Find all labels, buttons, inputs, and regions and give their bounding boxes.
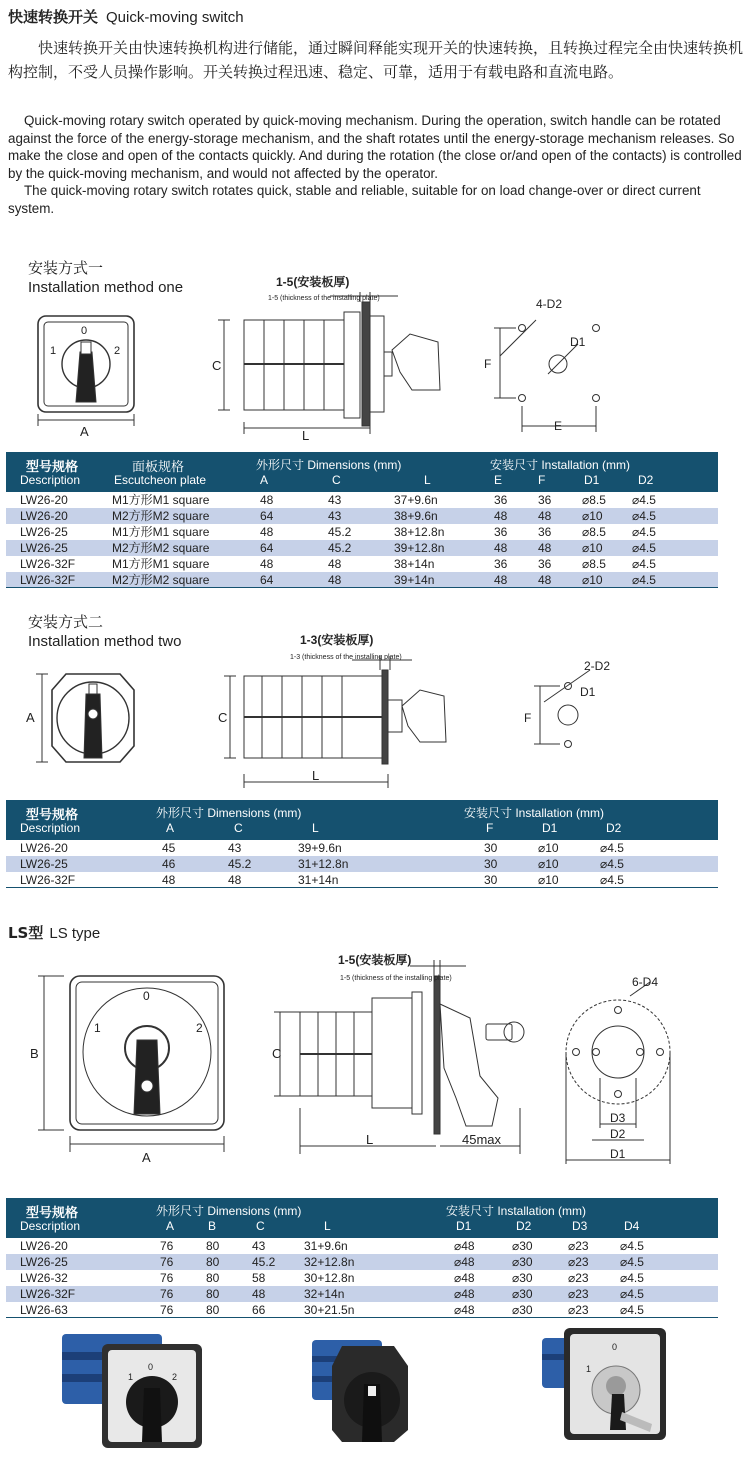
ls-cell: ⌀23 xyxy=(568,1239,589,1253)
ls-cell: ⌀30 xyxy=(512,1287,533,1301)
ls-cell: ⌀30 xyxy=(512,1271,533,1285)
m1-dial-2: 2 xyxy=(114,345,121,357)
ls-cell: ⌀30 xyxy=(512,1303,533,1317)
m1-side-view xyxy=(218,292,440,434)
m1-cell: M2方形M2 square xyxy=(112,573,210,587)
ls-cell: ⌀30 xyxy=(512,1239,533,1253)
m2-dim-a: A xyxy=(26,710,35,725)
m1-col-f: F xyxy=(538,473,546,487)
m1-dial-0: 0 xyxy=(81,325,88,337)
ls-cell: ⌀48 xyxy=(454,1303,475,1317)
table-row xyxy=(6,1286,718,1302)
m2-h-inst: 安装尺寸 Installation (mm) xyxy=(464,806,605,820)
photo1-dial-0: 0 xyxy=(148,1362,154,1372)
table-row xyxy=(6,872,718,888)
m2-col-a: A xyxy=(166,821,175,835)
ls-cell: ⌀23 xyxy=(568,1271,589,1285)
ls-col-d4: D4 xyxy=(624,1219,640,1233)
m2-cell: ⌀4.5 xyxy=(600,857,624,871)
m1-cell: ⌀10 xyxy=(582,509,603,523)
ls-table-body xyxy=(6,1238,718,1318)
m1-cell: ⌀4.5 xyxy=(632,493,656,507)
ls-cell: ⌀23 xyxy=(568,1303,589,1317)
m2-dim-f: F xyxy=(524,711,532,725)
m1-cell: 64 xyxy=(260,573,274,587)
m2-col-l: L xyxy=(312,821,319,835)
m1-cell: 48 xyxy=(494,509,508,523)
ls-cell: 30+21.5n xyxy=(304,1303,355,1317)
ls-cell: 76 xyxy=(160,1303,174,1317)
table-row xyxy=(6,1238,718,1254)
title-en: Quick-moving switch xyxy=(106,9,244,26)
method-two-title-cn: 安装方式二 xyxy=(28,613,104,631)
ls-cell: ⌀23 xyxy=(568,1255,589,1269)
m1-cell: 43 xyxy=(328,509,342,523)
ls-cell: 76 xyxy=(160,1239,174,1253)
m1-cell: 36 xyxy=(538,557,552,571)
m2-dim-c: C xyxy=(218,710,228,725)
photo3-dial-1: 1 xyxy=(586,1364,592,1374)
m1-cell: 64 xyxy=(260,541,274,555)
ls-cell: 30+12.8n xyxy=(304,1271,355,1285)
m1-h-inst: 安装尺寸 Installation (mm) xyxy=(490,458,631,472)
ls-cell: LW26-63 xyxy=(20,1303,68,1317)
method-one-title-cn: 安装方式一 xyxy=(28,259,104,277)
ls-cell: ⌀48 xyxy=(454,1287,475,1301)
ls-plate-cn: 1-5(安装板厚) xyxy=(338,953,412,967)
table-row xyxy=(6,572,718,588)
m2-col-c: C xyxy=(234,821,243,835)
m2-cell: 45.2 xyxy=(228,857,252,871)
m2-cell: 31+12.8n xyxy=(298,857,349,871)
m1-cell: M2方形M2 square xyxy=(112,509,210,523)
ls-dim-l: L xyxy=(366,1132,374,1147)
m1-cell: 48 xyxy=(328,557,342,571)
m2-cell: ⌀4.5 xyxy=(600,841,624,855)
m1-dim-f: F xyxy=(484,357,492,371)
ls-cell: 43 xyxy=(252,1239,266,1253)
ls-cell: 80 xyxy=(206,1303,220,1317)
intro-cn: 快速转换开关由快速转换机构进行储能，通过瞬间释能实现开关的快速转换，且转换过程完全由快速转换机构控制，不受人员操作影响。开关转换过程迅速、稳定、可靠，适用于有载电路和直流电路。 xyxy=(8,39,744,81)
m1-cell: ⌀8.5 xyxy=(582,493,606,507)
ls-cell: ⌀23 xyxy=(568,1287,589,1301)
m2-table xyxy=(6,800,718,888)
product-photo-2 xyxy=(302,1326,422,1456)
m1-h-plate-en: Escutcheon plate xyxy=(114,473,207,487)
m1-col-d1: D1 xyxy=(584,473,600,487)
m2-cell: 46 xyxy=(162,857,176,871)
m1-col-l: L xyxy=(424,473,431,487)
m2-cell: ⌀10 xyxy=(538,841,559,855)
intro-en-p1: Quick-moving rotary switch operated by quick-moving mechanism. During the operation, switch handle can be rotated against the force of the energy-storage mechanism, and the shaft rotates until the energy-storage mechanism releases. So make the close and open of the contacts quickly. And during the rotation (the close or/and open of the contacts) is controlled by the quick-moving mechanism, and would not affected by the operator. xyxy=(8,113,742,181)
m1-cell: ⌀4.5 xyxy=(632,573,656,587)
m1-col-d2: D2 xyxy=(638,473,654,487)
m2-col-d1: D1 xyxy=(542,821,558,835)
m1-dim-e: E xyxy=(554,419,563,433)
m2-cell: 45 xyxy=(162,841,176,855)
m1-cell: ⌀10 xyxy=(582,541,603,555)
m2-cell: 48 xyxy=(162,873,176,887)
m2-table-body xyxy=(6,840,718,888)
m1-cell: 48 xyxy=(260,525,274,539)
photo1-dial-2: 2 xyxy=(172,1372,178,1382)
ls-h-model-cn: 型号规格 xyxy=(26,1205,79,1220)
m1-cell: ⌀10 xyxy=(582,573,603,587)
photo3-dial-0: 0 xyxy=(612,1342,618,1352)
ls-cell: ⌀4.5 xyxy=(620,1287,644,1301)
m1-cell: 48 xyxy=(538,509,552,523)
intro-en xyxy=(8,112,748,218)
m1-cell: M1方形M1 square xyxy=(112,557,210,571)
ls-dim-d1: D1 xyxy=(610,1147,626,1161)
m2-side-view xyxy=(224,656,446,788)
m1-cell: 38+9.6n xyxy=(394,509,438,523)
method-one-drawings xyxy=(0,272,750,444)
m1-cell: LW26-32F xyxy=(20,573,76,587)
ls-cell: 66 xyxy=(252,1303,266,1317)
m2-cell: ⌀4.5 xyxy=(600,873,624,887)
m1-dial-1: 1 xyxy=(50,345,57,357)
m1-cell: 48 xyxy=(494,541,508,555)
product-photo-1 xyxy=(44,1326,214,1456)
m1-cell: 45.2 xyxy=(328,525,352,539)
ls-h-dim: 外形尺寸 Dimensions (mm) xyxy=(156,1204,302,1218)
ls-cell: ⌀4.5 xyxy=(620,1303,644,1317)
m2-col-f: F xyxy=(486,821,494,835)
m2-cell: ⌀10 xyxy=(538,873,559,887)
table-row xyxy=(6,556,718,572)
m1-cell: ⌀4.5 xyxy=(632,525,656,539)
m1-table-head xyxy=(6,452,718,492)
ls-front-view xyxy=(38,976,224,1152)
ls-cell: LW26-25 xyxy=(20,1255,68,1269)
ls-col-c: C xyxy=(256,1219,265,1233)
m2-table-head xyxy=(6,800,718,840)
ls-cell: LW26-32F xyxy=(20,1287,76,1301)
ls-col-a: A xyxy=(166,1219,175,1233)
m2-dim-d1: D1 xyxy=(580,685,596,699)
m2-cell: 48 xyxy=(228,873,242,887)
m1-cell: 43 xyxy=(328,493,342,507)
m1-cell: LW26-25 xyxy=(20,541,68,555)
ls-cell: 31+9.6n xyxy=(304,1239,348,1253)
m1-cell: 39+14n xyxy=(394,573,435,587)
m1-dim-c: C xyxy=(212,358,222,373)
ls-cell: 58 xyxy=(252,1271,266,1285)
m1-cell: 48 xyxy=(328,573,342,587)
ls-dim-d2: D2 xyxy=(610,1127,626,1141)
title-cn: 快速转换开关 xyxy=(8,8,99,26)
m1-cell: LW26-20 xyxy=(20,493,68,507)
m2-cell: ⌀10 xyxy=(538,857,559,871)
ls-cell: LW26-20 xyxy=(20,1239,68,1253)
ls-dial-2: 2 xyxy=(196,1021,203,1035)
m1-cell: 37+9.6n xyxy=(394,493,438,507)
m1-cell: 36 xyxy=(538,525,552,539)
table-row xyxy=(6,856,718,872)
m2-col-d2: D2 xyxy=(606,821,622,835)
ls-plate-en: 1-5 (thickness of the installing plate) xyxy=(340,975,452,982)
m2-cell: 43 xyxy=(228,841,242,855)
table-row xyxy=(6,540,718,556)
ls-cell: 80 xyxy=(206,1271,220,1285)
m2-cell: 30 xyxy=(484,857,498,871)
m1-cell: ⌀8.5 xyxy=(582,557,606,571)
ls-title-en: LS type xyxy=(49,925,101,942)
m2-front-view xyxy=(36,674,134,762)
m1-h-model-en: Description xyxy=(20,473,81,487)
ls-dim-b: B xyxy=(30,1046,39,1061)
ls-cell: 80 xyxy=(206,1255,220,1269)
m2-cell: 31+14n xyxy=(298,873,339,887)
m1-cell: 36 xyxy=(494,493,508,507)
ls-dial-0: 0 xyxy=(143,989,150,1003)
ls-title xyxy=(8,922,100,943)
m1-cell: 39+12.8n xyxy=(394,541,445,555)
product-photo-3 xyxy=(534,1320,674,1460)
ls-dim-holes: 6-D4 xyxy=(632,975,659,989)
table-row xyxy=(6,1270,718,1286)
m1-cell: LW26-25 xyxy=(20,525,68,539)
m1-cell: 45.2 xyxy=(328,541,352,555)
m1-plate-cn: 1-5(安装板厚) xyxy=(276,275,350,289)
m2-plate-cn: 1-3(安装板厚) xyxy=(300,633,374,647)
m2-plate-en: 1-3 (thickness of the installing plate) xyxy=(290,654,402,661)
m1-dim-d1: D1 xyxy=(570,335,586,349)
m2-cell: LW26-20 xyxy=(20,841,68,855)
ls-cell: ⌀4.5 xyxy=(620,1271,644,1285)
m1-cell: 38+12.8n xyxy=(394,525,445,539)
ls-cell: 80 xyxy=(206,1287,220,1301)
m1-cell: M1方形M1 square xyxy=(112,493,210,507)
m2-cell: 30 xyxy=(484,873,498,887)
m2-cell: 30 xyxy=(484,841,498,855)
m1-h-model-cn: 型号规格 xyxy=(26,459,79,474)
method-one-title-en: Installation method one xyxy=(28,279,184,296)
m2-cell: LW26-32F xyxy=(20,873,76,887)
m1-dim-l: L xyxy=(302,428,310,443)
method-two-drawings xyxy=(0,630,750,790)
m1-cell: ⌀4.5 xyxy=(632,557,656,571)
m2-dim-l: L xyxy=(312,768,320,783)
m1-cell: M1方形M1 square xyxy=(112,525,210,539)
m2-cell: LW26-25 xyxy=(20,857,68,871)
ls-cell: LW26-32 xyxy=(20,1271,68,1285)
ls-col-d3: D3 xyxy=(572,1219,588,1233)
ls-dim-a: A xyxy=(142,1150,151,1165)
ls-cell: 32+14n xyxy=(304,1287,345,1301)
ls-cell: 76 xyxy=(160,1271,174,1285)
m1-cell: ⌀4.5 xyxy=(632,541,656,555)
m1-cell: LW26-20 xyxy=(20,509,68,523)
m1-cell: 48 xyxy=(538,573,552,587)
ls-cell: ⌀48 xyxy=(454,1255,475,1269)
ls-cell: 32+12.8n xyxy=(304,1255,355,1269)
ls-col-d2: D2 xyxy=(516,1219,532,1233)
m1-cell: 48 xyxy=(260,493,274,507)
table-row xyxy=(6,1254,718,1270)
m1-cell: 48 xyxy=(494,573,508,587)
ls-col-d1: D1 xyxy=(456,1219,472,1233)
m2-cell: 39+9.6n xyxy=(298,841,342,855)
ls-cell: ⌀48 xyxy=(454,1271,475,1285)
m1-cell: 48 xyxy=(538,541,552,555)
table-row xyxy=(6,492,718,508)
m1-plate-en: 1-5 (thickness of the installing plate) xyxy=(268,295,380,302)
ls-dial-1: 1 xyxy=(94,1021,101,1035)
ls-title-cn: LS型 xyxy=(8,924,44,942)
m1-cell: 64 xyxy=(260,509,274,523)
m2-dim-holes: 2-D2 xyxy=(584,659,611,673)
m1-col-e: E xyxy=(494,473,503,487)
m1-cell: ⌀8.5 xyxy=(582,525,606,539)
ls-dim-c: C xyxy=(272,1046,282,1061)
m1-dim-a: A xyxy=(80,424,89,439)
table-row xyxy=(6,840,718,856)
m1-col-a: A xyxy=(260,473,269,487)
m2-mounting-view xyxy=(534,670,590,748)
ls-dim-max: 45max xyxy=(462,1132,502,1147)
m2-h-model-cn: 型号规格 xyxy=(26,807,79,822)
table-row xyxy=(6,1302,718,1318)
ls-cell: 80 xyxy=(206,1239,220,1253)
ls-cell: ⌀30 xyxy=(512,1255,533,1269)
m1-cell: ⌀4.5 xyxy=(632,509,656,523)
m1-table-body xyxy=(6,492,718,588)
ls-col-b: B xyxy=(208,1219,217,1233)
ls-cell: 76 xyxy=(160,1255,174,1269)
ls-cell: 45.2 xyxy=(252,1255,276,1269)
m1-cell: 48 xyxy=(260,557,274,571)
m2-h-dim: 外形尺寸 Dimensions (mm) xyxy=(156,806,302,820)
m1-cell: 36 xyxy=(538,493,552,507)
method-two-title-en: Installation method two xyxy=(28,633,182,650)
page-title xyxy=(8,6,244,27)
m1-col-c: C xyxy=(332,473,341,487)
m1-cell: 38+14n xyxy=(394,557,435,571)
ls-col-l: L xyxy=(324,1219,331,1233)
ls-cell: ⌀48 xyxy=(454,1239,475,1253)
m1-h-plate-cn: 面板规格 xyxy=(132,459,185,474)
ls-table-head xyxy=(6,1198,718,1238)
ls-cell: ⌀4.5 xyxy=(620,1255,644,1269)
m1-table xyxy=(6,452,718,588)
table-row xyxy=(6,508,718,524)
ls-cell: 76 xyxy=(160,1287,174,1301)
m1-cell: 36 xyxy=(494,525,508,539)
table-row xyxy=(6,524,718,540)
ls-h-model-en: Description xyxy=(20,1219,81,1233)
ls-cell: 48 xyxy=(252,1287,266,1301)
ls-drawings xyxy=(0,948,750,1178)
ls-table xyxy=(6,1198,718,1318)
intro-en-p2: The quick-moving rotary switch rotates quick, stable and reliable, suitable for on load change-over or direct current system. xyxy=(8,183,701,216)
m1-dim-holes: 4-D2 xyxy=(536,297,563,311)
ls-cell: ⌀4.5 xyxy=(620,1239,644,1253)
m1-h-dim: 外形尺寸 Dimensions (mm) xyxy=(256,458,402,472)
m1-cell: LW26-32F xyxy=(20,557,76,571)
m2-h-model-en: Description xyxy=(20,821,81,835)
m1-cell: M2方形M2 square xyxy=(112,541,210,555)
ls-dim-d3: D3 xyxy=(610,1111,626,1125)
photo1-dial-1: 1 xyxy=(128,1372,134,1382)
ls-side-view xyxy=(274,960,524,1154)
ls-h-inst: 安装尺寸 Installation (mm) xyxy=(446,1204,587,1218)
m1-cell: 36 xyxy=(494,557,508,571)
